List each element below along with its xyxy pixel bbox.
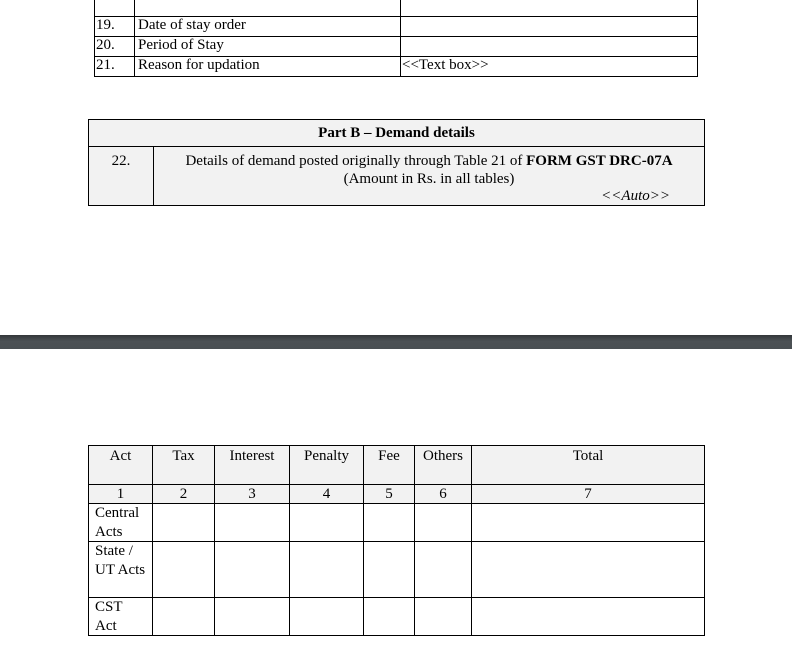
col-index: 7 [472,485,705,504]
col-index: 5 [364,485,415,504]
row-label: CST Act [89,598,153,636]
col-header-fee: Fee [364,446,415,485]
penalty-cell[interactable] [290,504,364,542]
table-row-20 [95,37,698,57]
table-row [95,0,698,17]
col-index: 4 [290,485,364,504]
col-index: 6 [415,485,472,504]
row-number: 21. [95,57,135,77]
table-row-central-acts [89,504,705,542]
form-name: FORM GST DRC-07A [526,153,673,169]
col-header-others: Others [415,446,472,485]
total-cell[interactable] [472,504,705,542]
auto-placeholder: <<Auto>> [601,188,670,204]
interest-cell[interactable] [215,598,290,636]
total-cell[interactable] [472,598,705,636]
row-label: State / UT Acts [89,542,153,598]
row-label: Reason for updation [135,57,401,77]
row-number: 19. [95,17,135,37]
table-row-cst-act [89,598,705,636]
reason-for-updation-field[interactable]: <<Text box>> [401,57,698,77]
item-description [154,147,705,206]
interest-cell[interactable] [215,542,290,598]
tax-cell[interactable] [153,504,215,542]
row-number: 20. [95,37,135,57]
period-of-stay-field[interactable] [401,37,698,57]
col-index: 2 [153,485,215,504]
fee-cell[interactable] [364,598,415,636]
others-cell[interactable] [415,504,472,542]
tax-cell[interactable] [153,542,215,598]
fee-cell[interactable] [364,504,415,542]
index-row [89,485,705,504]
table-row-19 [95,17,698,37]
row-label: Period of Stay [135,37,401,57]
col-header-act: Act [89,446,153,485]
item-text: Details of demand posted originally through Table 21 of [185,153,527,169]
others-cell[interactable] [415,542,472,598]
col-header-interest: Interest [215,446,290,485]
amount-note: (Amount in Rs. in all tables) [343,171,515,187]
part-b-title: Part B – Demand details [89,120,705,147]
page-break-bar [0,335,792,349]
demand-table [88,445,705,636]
others-cell[interactable] [415,598,472,636]
row-label: Central Acts [89,504,153,542]
interest-cell[interactable] [215,504,290,542]
table-row-21 [95,57,698,77]
header-row [89,446,705,485]
part-a-table [94,0,698,77]
col-header-total: Total [472,446,705,485]
table-row-state-ut-acts [89,542,705,598]
penalty-cell[interactable] [290,542,364,598]
penalty-cell[interactable] [290,598,364,636]
part-b-table [88,119,705,206]
fee-cell[interactable] [364,542,415,598]
tax-cell[interactable] [153,598,215,636]
col-index: 1 [89,485,153,504]
row-label: Date of stay order [135,17,401,37]
col-index: 3 [215,485,290,504]
item-number: 22. [89,147,154,206]
col-header-penalty: Penalty [290,446,364,485]
total-cell[interactable] [472,542,705,598]
col-header-tax: Tax [153,446,215,485]
date-of-stay-order-field[interactable] [401,17,698,37]
